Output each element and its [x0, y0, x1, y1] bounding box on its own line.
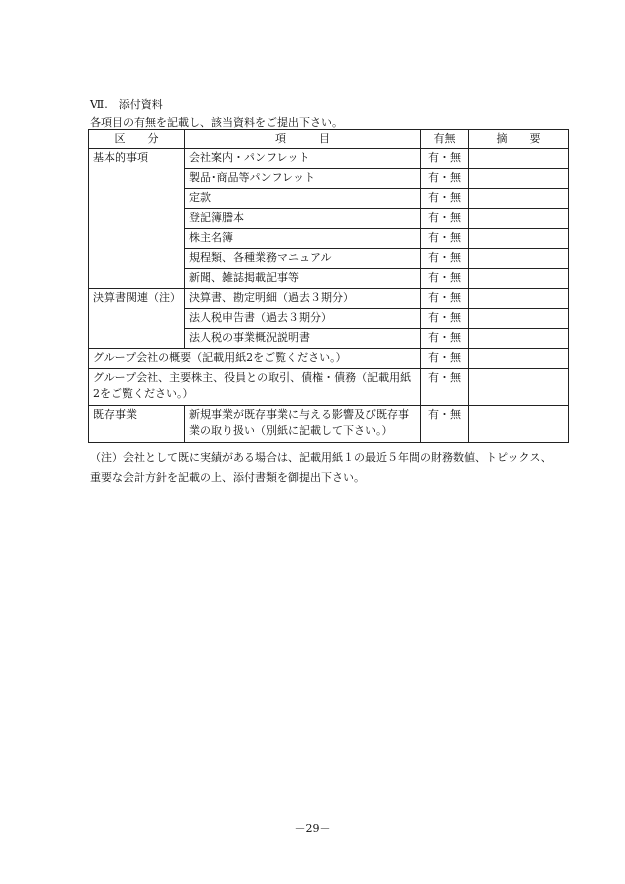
summary-cell[interactable] — [469, 249, 569, 269]
presence-cell[interactable]: 有・無 — [421, 249, 469, 269]
summary-cell[interactable] — [469, 149, 569, 169]
instruction-text: 各項目の有無を記載し、該当資料をご提出下さい。 — [90, 116, 343, 129]
presence-cell[interactable]: 有・無 — [421, 369, 469, 406]
summary-cell[interactable] — [469, 329, 569, 349]
header-category: 区 分 — [89, 130, 185, 149]
header-summary: 摘 要 — [469, 130, 569, 149]
presence-cell[interactable]: 有・無 — [421, 229, 469, 249]
summary-cell[interactable] — [469, 209, 569, 229]
item-cell: グループ会社の概要（記載用紙2をご覧ください。） — [89, 349, 421, 369]
summary-cell[interactable] — [469, 229, 569, 249]
item-cell: 法人税申告書（過去３期分） — [185, 309, 421, 329]
item-cell: 新規事業が既存事業に与える影響及び既存事業の取り扱い（別紙に記載して下さい。） — [185, 406, 421, 443]
table-header-row — [89, 130, 569, 149]
summary-cell[interactable] — [469, 349, 569, 369]
item-cell: 新聞、雑誌掲載記事等 — [185, 269, 421, 289]
header-presence: 有無 — [421, 130, 469, 149]
item-cell: 製品･商品等パンフレット — [185, 169, 421, 189]
item-cell: 会社案内・パンフレット — [185, 149, 421, 169]
category-cell: 決算書関連（注） — [89, 289, 185, 349]
category-cell: 基本的事項 — [89, 149, 185, 289]
item-cell: 株主名簿 — [185, 229, 421, 249]
summary-cell[interactable] — [469, 189, 569, 209]
presence-cell[interactable]: 有・無 — [421, 349, 469, 369]
item-cell: 定款 — [185, 189, 421, 209]
table-row — [89, 289, 569, 309]
item-cell: 登記簿謄本 — [185, 209, 421, 229]
presence-cell[interactable]: 有・無 — [421, 209, 469, 229]
presence-cell[interactable]: 有・無 — [421, 406, 469, 443]
item-cell: 法人税の事業概況説明書 — [185, 329, 421, 349]
table-row — [89, 369, 569, 406]
presence-cell[interactable]: 有・無 — [421, 149, 469, 169]
presence-cell[interactable]: 有・無 — [421, 189, 469, 209]
summary-cell[interactable] — [469, 406, 569, 443]
item-cell: 規程類、各種業務マニュアル — [185, 249, 421, 269]
presence-cell[interactable]: 有・無 — [421, 329, 469, 349]
summary-cell[interactable] — [469, 369, 569, 406]
summary-cell[interactable] — [469, 309, 569, 329]
summary-cell[interactable] — [469, 289, 569, 309]
header-item: 項 目 — [185, 130, 421, 149]
presence-cell[interactable]: 有・無 — [421, 309, 469, 329]
summary-cell[interactable] — [469, 169, 569, 189]
presence-cell[interactable]: 有・無 — [421, 169, 469, 189]
item-cell: グループ会社、主要株主、役員との取引、債権・債務（記載用紙2をご覧ください。） — [89, 369, 421, 406]
category-cell: 既存事業 — [89, 406, 185, 443]
presence-cell[interactable]: 有・無 — [421, 269, 469, 289]
section-title: Ⅶ. 添付資料 — [90, 98, 163, 111]
presence-cell[interactable]: 有・無 — [421, 289, 469, 309]
table-row — [89, 149, 569, 169]
table-row — [89, 349, 569, 369]
summary-cell[interactable] — [469, 269, 569, 289]
footnote: （注）会社として既に実績がある場合は、記載用紙１の最近５年間の財務数値、トピックス、重要な会計方針を記載の上、添付書類を御提出下さい。 — [90, 451, 552, 484]
page-number: －29－ — [294, 822, 331, 835]
table-row — [89, 406, 569, 443]
item-cell: 決算書、勘定明細（過去３期分） — [185, 289, 421, 309]
attachments-table — [88, 129, 569, 443]
